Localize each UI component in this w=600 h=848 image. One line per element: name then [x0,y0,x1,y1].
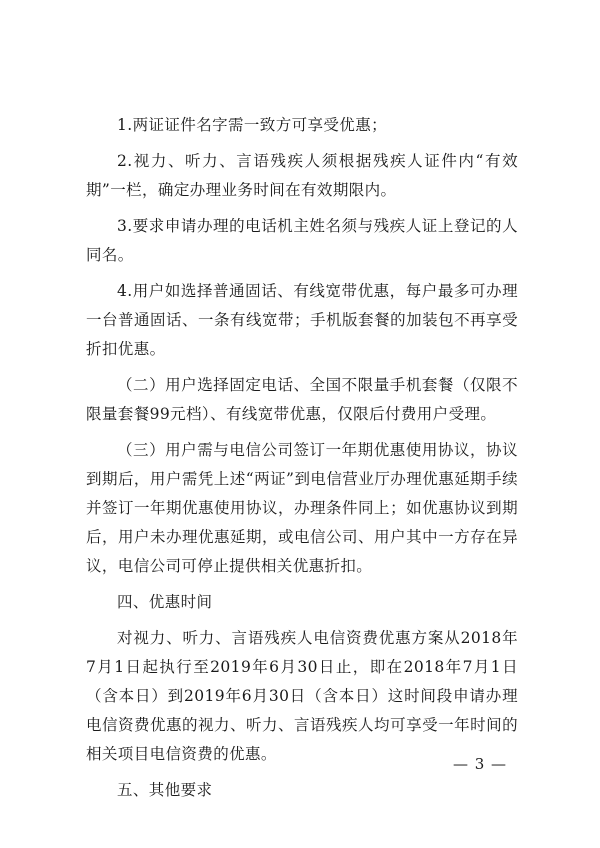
paragraph-item-3: 3.要求申请办理的电话机主姓名须与残疾人证上登记的人同名。 [86,217,518,264]
section-heading-other-requirements: 五、其他要求 [117,781,213,799]
paragraph-section-2: （二）用户选择固定电话、全国不限量手机套餐（仅限不限量套餐99元档）、有线宽带优惠，仅限后付费用户受理。 [86,376,518,423]
paragraph-item-2: 2.视力、听力、言语残疾人须根据残疾人证件内“有效期”一栏，确定办理业务时间在有效期限内。 [86,152,518,199]
paragraph-item-1: 1.两证证件名字需一致方可享受优惠； [117,116,387,134]
section-heading-discount-time: 四、优惠时间 [117,593,213,611]
page-number: — 3 — [452,755,508,773]
paragraph-discount-time: 对视力、听力、言语残疾人电信资费优惠方案从2018年7月1日起执行至2019年6月30日止，即在2018年7月1日（含本日）到2019年6月30日（含本日）这时间段申请办理电信资费优惠的视力、听力、言语残疾人均可享受一年时间的相关项目电信资费的优惠。 [86,629,518,763]
paragraph-item-4: 4.用户如选择普通固话、有线宽带优惠，每户最多可办理一台普通固话、一条有线宽带；手机版套餐的加装包不再享受折扣优惠。 [86,282,518,358]
document-body [86,111,518,805]
paragraph-section-3: （三）用户需与电信公司签订一年期优惠使用协议，协议到期后，用户需凭上述“两证”到电信营业厅办理优惠延期手续并签订一年期优惠使用协议，办理条件同上；如优惠协议到期后，用户未办理优惠延期，或电信公司、用户其中一方存在异议，电信公司可停止提供相关优惠折扣。 [86,441,518,575]
